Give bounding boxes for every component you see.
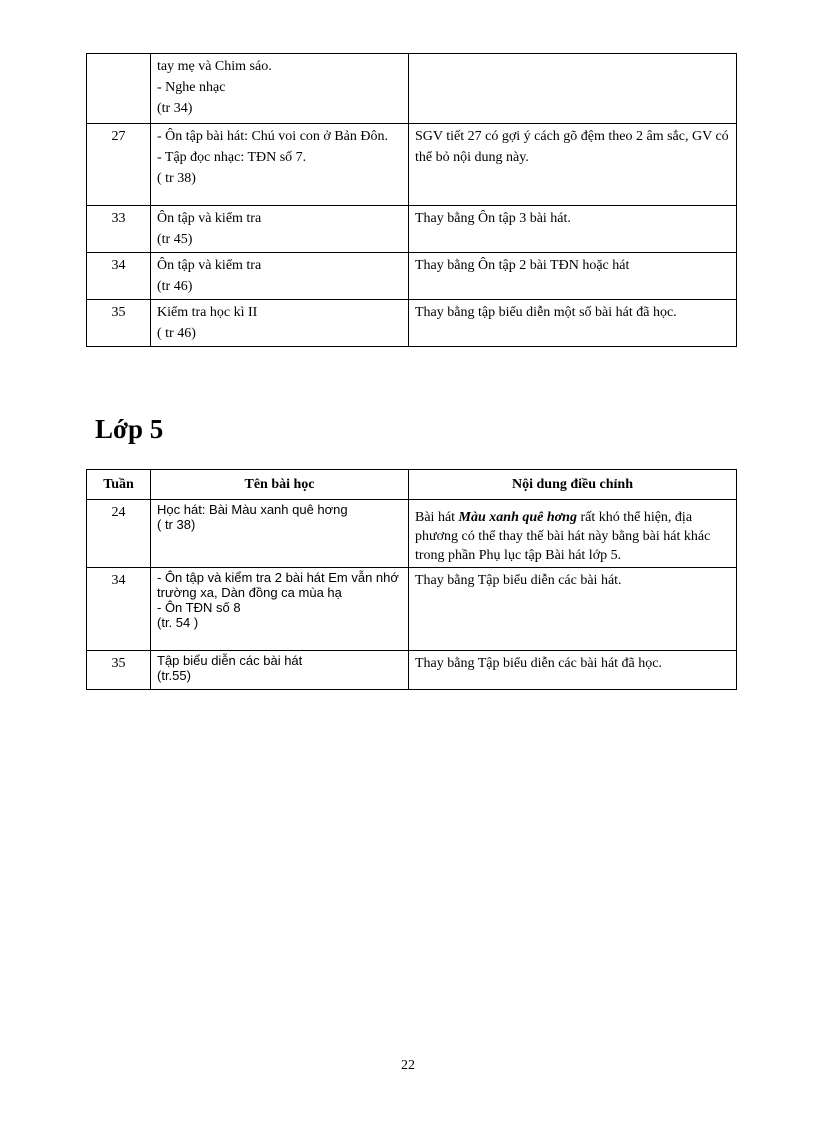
adjustment-prefix: Bài hát xyxy=(415,510,459,525)
week-cell: 24 xyxy=(87,500,151,568)
week-cell: 34 xyxy=(87,568,151,651)
lesson-line: - Ôn tập bài hát: Chú voi con ở Bản Đôn. xyxy=(157,129,388,144)
adjustment-cell: Thay bằng Tập biểu diễn các bài hát. xyxy=(409,568,737,651)
lesson-cell xyxy=(151,206,409,253)
adjustment-cell xyxy=(409,54,737,124)
lesson-cell xyxy=(151,124,409,206)
week-cell: 27 xyxy=(87,124,151,206)
lesson-cell xyxy=(151,54,409,124)
lesson-line: ( tr 38) xyxy=(157,517,196,532)
lesson-line: (tr. 54 ) xyxy=(157,615,199,630)
table-row xyxy=(87,500,737,568)
lesson-line: (tr 46) xyxy=(157,279,193,294)
lesson-line: - Nghe nhạc xyxy=(157,80,226,95)
lesson-line: ( tr 38) xyxy=(157,171,196,186)
lesson-table-continued xyxy=(86,53,737,347)
lesson-line: (tr 34) xyxy=(157,101,193,116)
header-adjustment: Nội dung điều chỉnh xyxy=(409,470,737,500)
week-cell: 35 xyxy=(87,651,151,690)
lesson-line: Ôn tập và kiểm tra xyxy=(157,258,262,273)
lesson-line: Ôn tập và kiểm tra xyxy=(157,211,262,226)
lesson-line: Kiểm tra học kì II xyxy=(157,305,258,320)
lesson-table-grade5 xyxy=(86,469,737,690)
table-header-row xyxy=(87,470,737,500)
table-row xyxy=(87,124,737,206)
lesson-cell xyxy=(151,300,409,347)
lesson-cell xyxy=(151,500,409,568)
lesson-line: ( tr 46) xyxy=(157,326,196,341)
song-title: Màu xanh quê hơng xyxy=(458,510,577,525)
adjustment-cell xyxy=(409,500,737,568)
table-row xyxy=(87,651,737,690)
week-cell xyxy=(87,54,151,124)
table-row xyxy=(87,54,737,124)
lesson-line: Học hát: Bài Màu xanh quê hơng xyxy=(157,502,348,517)
lesson-line: tay mẹ và Chim sáo. xyxy=(157,59,272,74)
adjustment-cell: Thay bằng Ôn tập 2 bài TĐN hoặc hát xyxy=(409,253,737,300)
lesson-line: - Tập đọc nhạc: TĐN số 7. xyxy=(157,150,307,165)
page-number: 22 xyxy=(401,1058,415,1073)
header-lesson: Tên bài học xyxy=(151,470,409,500)
week-cell: 33 xyxy=(87,206,151,253)
header-week: Tuần xyxy=(87,470,151,500)
section-title: Lớp 5 xyxy=(95,414,164,444)
table-row xyxy=(87,253,737,300)
lesson-line: (tr.55) xyxy=(157,668,191,683)
adjustment-cell: Thay bằng tập biểu diễn một số bài hát đã học. xyxy=(409,300,737,347)
adjustment-rest: rất khó thể hiện, địa phương có thể thay thế bài hát này bằng bài hát khác trong phần Phụ lục tập Bài hát lớp 5. xyxy=(415,510,711,563)
adjustment-cell: Thay bằng Tập biểu diễn các bài hát đã học. xyxy=(409,651,737,690)
week-cell: 34 xyxy=(87,253,151,300)
lesson-line: - Ôn TĐN số 8 xyxy=(157,600,241,615)
table-row xyxy=(87,300,737,347)
lesson-cell xyxy=(151,568,409,651)
lesson-cell xyxy=(151,253,409,300)
table-row xyxy=(87,568,737,651)
lesson-cell xyxy=(151,651,409,690)
week-cell: 35 xyxy=(87,300,151,347)
lesson-line: - Ôn tập và kiểm tra 2 bài hát Em vẫn nhớ trường xa, Dàn đồng ca mùa hạ xyxy=(157,570,399,600)
adjustment-cell: SGV tiết 27 có gợi ý cách gõ đệm theo 2 âm sắc, GV có thể bỏ nội dung này. xyxy=(409,124,737,206)
table-row xyxy=(87,206,737,253)
lesson-line: (tr 45) xyxy=(157,232,193,247)
lesson-line: Tập biểu diễn các bài hát xyxy=(157,653,303,668)
adjustment-cell: Thay bằng Ôn tập 3 bài hát. xyxy=(409,206,737,253)
